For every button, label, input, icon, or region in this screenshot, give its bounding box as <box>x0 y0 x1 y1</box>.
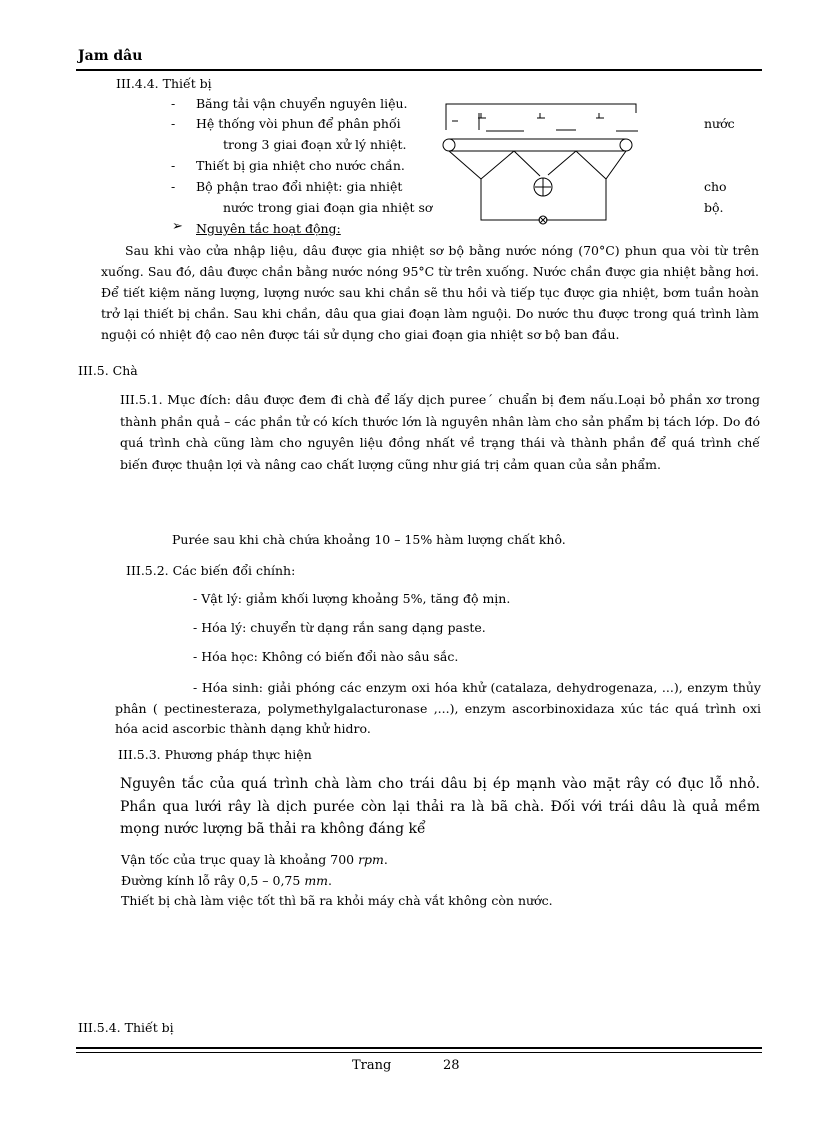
arrow-bullet-icon: ➢ <box>172 219 183 234</box>
principle-label: Nguyên tắc hoạt động: <box>196 221 341 236</box>
bullet-heat-exchanger: Bộ phận trao đổi nhiệt: gia nhiệt <box>196 179 403 194</box>
blancher-diagram <box>436 96 662 231</box>
heading-III-5-3: III.5.3. Phương pháp thực hiện <box>118 747 312 762</box>
bullet-heater: Thiết bị gia nhiệt cho nước chần. <box>196 158 405 173</box>
footer-page-label: Trang <box>352 1058 392 1073</box>
heading-III-5: III.5. Chà <box>78 363 138 378</box>
diagram-drain-lines <box>449 151 626 179</box>
conveyor-roller-left <box>443 139 455 151</box>
change-biochemical: - Hóa sinh: giải phóng các enzym oxi hóa khử (catalaza, dehydrogenaza, ...), enzym thủy phân ( pectinesteraza, polymethylgalacturonase ,...), enzym ascorbinoxidaza xúc tác quá trình oxi hóa acid ascorbic thành dạng khử hidro. <box>115 680 761 736</box>
change-physical: - Vật lý: giảm khối lượng khoảng 5%, tăng độ mịn. <box>193 591 511 606</box>
heading-III-5-4: III.5.4. Thiết bị <box>78 1020 174 1035</box>
bullet-heat-exchanger-cont: cho <box>704 179 727 194</box>
spray-nozzle <box>596 113 604 118</box>
header-title: Jam dâu <box>78 48 143 64</box>
conveyor-roller-right <box>620 139 632 151</box>
bullet-spray-system-line2: trong 3 giai đoạn xử lý nhiệt. <box>223 137 407 152</box>
footer-page-number: 28 <box>443 1058 460 1073</box>
footer-rule-thick <box>76 1047 762 1049</box>
spray-nozzle <box>537 113 545 118</box>
bullet-conveyor: Băng tải vận chuyển nguyên liệu. <box>196 96 408 111</box>
diagram-left-riser <box>446 113 479 130</box>
bullet-heat-exchanger-line2: nước trong giai đoạn gia nhiệt sơ <box>223 200 433 215</box>
principle-paragraph: Sau khi vào cửa nhập liệu, dâu được gia nhiệt sơ bộ bằng nước nóng (70°C) phun qua vòi từ trên xuống. Sau đó, dâu được chần bằng nước nóng 95°C từ trên xuống. Nước chần được gia nhiệt bằng hơi. Để tiết kiệm năng lượng, lượng nước sau khi chần sẽ thu hồi và tiếp tục được gia nhiệt, bơm tuần hoàn trở lại thiết bị chần. Sau khi chần, dâu qua giai đoạn làm nguội. Do nước thu được trong quá trình làm nguội có nhiệt độ cao nên được tái sử dụng cho giai đoạn gia nhiệt sơ bộ ban đầu. <box>101 243 759 342</box>
heading-III-4-4: III.4.4. Thiết bị <box>116 76 212 91</box>
bullet-dash: - <box>171 158 176 173</box>
paragraph-III-5-1: III.5.1. Mục đích: dâu được đem đi chà để lấy dịch pureeˊ chuẩn bị đem nấu.Loại bỏ phần xơ trong thành phần quả – các phần tử có kích thước lớn là nguyên nhân làm cho sản phẩm bị tách lớp. Do đó quá trình chà cũng làm cho nguyên liệu đồng nhất về trạng thái và thành phần để quá trình chế biến được thuận lợi và nâng cao chất lượng cũng như giá trị cảm quan của sản phẩm. <box>120 392 760 472</box>
bullet-dash: - <box>171 96 176 111</box>
bullet-dash: - <box>171 116 176 131</box>
footer-rule-thin <box>76 1052 762 1053</box>
rotor-speed-line: Vận tốc của trục quay là khoảng 700 rpm. <box>121 852 388 867</box>
bullet-dash: - <box>171 179 176 194</box>
bullet-spray-system-cont: nước <box>704 116 735 131</box>
conveyor-belt <box>449 139 626 151</box>
heading-III-5-2: III.5.2. Các biến đổi chính: <box>126 563 296 578</box>
change-chemical: - Hóa học: Không có biến đổi nào sâu sắc. <box>193 649 459 664</box>
header-rule <box>76 69 762 71</box>
puree-dry-matter-line: Purée sau khi chà chứa khoảng 10 – 15% hàm lượng chất khô. <box>172 532 566 547</box>
diagram-top-pipe <box>446 104 636 113</box>
heater-cross <box>535 178 551 196</box>
change-physicochemical: - Hóa lý: chuyển từ dạng rắn sang dạng paste. <box>193 620 486 635</box>
work-quality-line: Thiết bị chà làm việc tốt thì bã ra khỏi máy chà vắt không còn nước. <box>121 893 553 908</box>
sieve-hole-line: Đường kính lỗ rây 0,5 – 0,75 mm. <box>121 873 333 888</box>
diagram-conveyor-cover <box>486 130 638 131</box>
paragraph-III-5-3: Nguyên tắc của quá trình chà làm cho trái dâu bị ép mạnh vào mặt rây có đục lỗ nhỏ. Phần qua lưới rây là dịch purée còn lại thải ra là bã chà. Đối với trái dâu là quả mềm mọng nước lượng bã thải ra không đáng kể <box>120 776 760 837</box>
bullet-heat-exchanger-end: bộ. <box>704 200 724 215</box>
bullet-spray-system: Hệ thống vòi phun để phân phối <box>196 116 401 131</box>
